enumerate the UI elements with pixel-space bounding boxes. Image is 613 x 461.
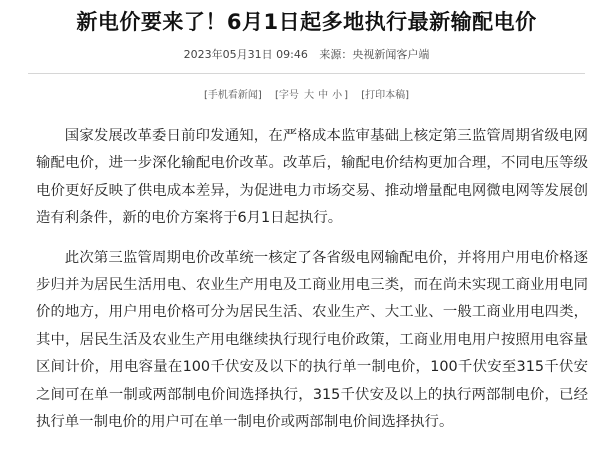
mobile-news-link[interactable]: 手机看新闻 (207, 90, 258, 101)
publish-datetime: 2023年05月31日 09:46 (183, 48, 308, 61)
mobile-news-group: [手机看新闻] (204, 90, 262, 101)
article-paragraph: 此次第三监管周期电价改革统一核定了各省级电网输配电价，并将用户用电价格逐步归并为居民生活用电、农业生产用电及工商业用电三类，而在尚未实现工商业用电同价的地方，用户用电价格可分为居民生活、农业生产、大工业、一般工商业用电四类，其中，居民生活及农业生产用电继续执行现行电价政策，工商业用电用户按照用电容量区间计价，用电容量在100千伏安及以下的执行单一制电价，100千伏安至315千伏安之间可在单一制或两部制电价间选择执行，315千伏安及以上的执行两部制电价，已经执行单一制电价的用户可在单一制电价或两部制电价间选择执行。 (36, 249, 588, 431)
header-divider (28, 73, 585, 74)
article-toolbar (0, 86, 613, 101)
article-body (36, 123, 588, 436)
print-group: [打印本稿] (361, 90, 409, 101)
article-title: 新电价要来了！6月1日起多地执行最新输配电价 (76, 10, 537, 34)
font-size-small-link[interactable]: 小 (332, 90, 343, 101)
print-article-link[interactable]: 打印本稿 (365, 90, 406, 101)
font-size-group: [字号 大 中 小 ] (275, 90, 348, 101)
font-size-large-link[interactable]: 大 (304, 90, 315, 101)
article-source: 来源：央视新闻客户端 (319, 48, 430, 61)
article-paragraph: 国家发展改革委日前印发通知，在严格成本监审基础上核定第三监管周期省级电网输配电价，进一步深化输配电价改革。改革后，输配电价结构更加合理，不同电压等级电价更好反映了供电成本差异，为促进电力市场交易、推动增量配电网微电网等发展创造有利条件，新的电价方案将于6月1日起执行。 (36, 128, 588, 227)
article-meta (0, 46, 613, 62)
font-size-label: 字号 (278, 90, 299, 101)
font-size-medium-link[interactable]: 中 (318, 90, 329, 101)
